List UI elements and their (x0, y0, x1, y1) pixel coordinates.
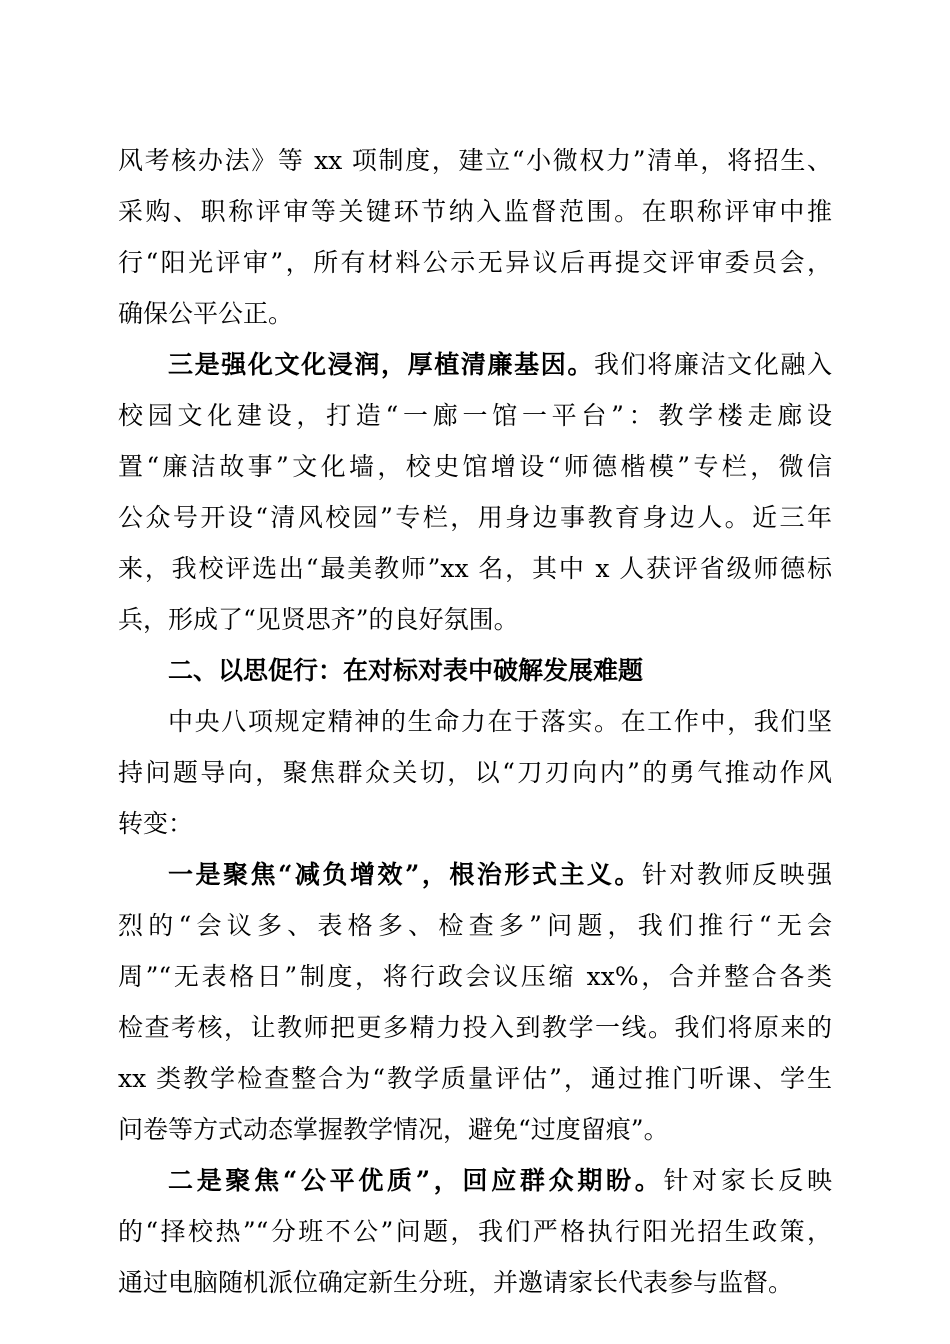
text-line: 校园文化建设，打造“一廊一馆一平台”：教学楼走廊设 (118, 401, 832, 430)
point-text: 针对教师反映强 (641, 860, 832, 889)
text-line: 问卷等方式动态掌握教学情况，避免“过度留痕”。 (118, 1115, 669, 1144)
document-body (118, 135, 832, 1308)
text-line: 确保公平公正。 (118, 299, 294, 328)
point-lead: 二是聚焦“公平优质”，回应群众期盼。 (168, 1166, 664, 1195)
text-line: 周”“无表格日”制度，将行政会议压缩 xx%，合并整合各类 (118, 962, 832, 991)
text-line (118, 1155, 832, 1206)
text-line: 行“阳光评审”，所有材料公示无异议后再提交评审委员会， (118, 248, 832, 277)
paragraph-continuation (118, 135, 832, 339)
text-line: 兵，形成了“见贤思齐”的良好氛围。 (118, 605, 519, 634)
point-text: 针对家长反映 (663, 1166, 832, 1195)
text-line: 风考核办法》等 xx 项制度，建立“小微权力”清单，将招生、 (118, 146, 832, 175)
point-lead: 三是强化文化浸润，厚植清廉基因。 (168, 350, 594, 379)
text-line: 转变： (118, 809, 194, 838)
text-line (118, 849, 832, 900)
text-line: 采购、职称评审等关键环节纳入监督范围。在职称评审中推 (118, 197, 832, 226)
paragraph-point-three (118, 339, 832, 645)
point-lead: 一是聚焦“减负增效”，根治形式主义。 (168, 860, 642, 889)
text-line: 置“廉洁故事”文化墙，校史馆增设“师德楷模”专栏，微信 (118, 452, 832, 481)
text-line: 来，我校评选出“最美教师”xx 名，其中 x 人获评省级师德标 (118, 554, 832, 583)
text-line (118, 339, 832, 390)
text-line: 中央八项规定精神的生命力在于落实。在工作中，我们坚 (168, 707, 832, 736)
text-line: 持问题导向，聚焦群众关切，以“刀刃向内”的勇气推动作风 (118, 758, 832, 787)
text-line: 检查考核，让教师把更多精力投入到教学一线。我们将原来的 (118, 1013, 832, 1042)
paragraph-point-one (118, 849, 832, 1155)
paragraph-intro (118, 696, 832, 849)
text-line: 通过电脑随机派位确定新生分班，并邀请家长代表参与监督。 (118, 1268, 794, 1297)
text-line: xx 类教学检查整合为“教学质量评估”，通过推门听课、学生 (118, 1064, 832, 1093)
point-text: 我们将廉洁文化融入 (593, 350, 832, 379)
section-heading: 二、以思促行：在对标对表中破解发展难题 (168, 656, 644, 685)
paragraph-point-two (118, 1155, 832, 1308)
text-line: 公众号开设“清风校园”专栏，用身边事教育身边人。近三年 (118, 503, 832, 532)
text-line: 的“择校热”“分班不公”问题，我们严格执行阳光招生政策， (118, 1217, 832, 1246)
text-line: 烈的“会议多、表格多、检查多”问题，我们推行“无会 (118, 911, 832, 940)
